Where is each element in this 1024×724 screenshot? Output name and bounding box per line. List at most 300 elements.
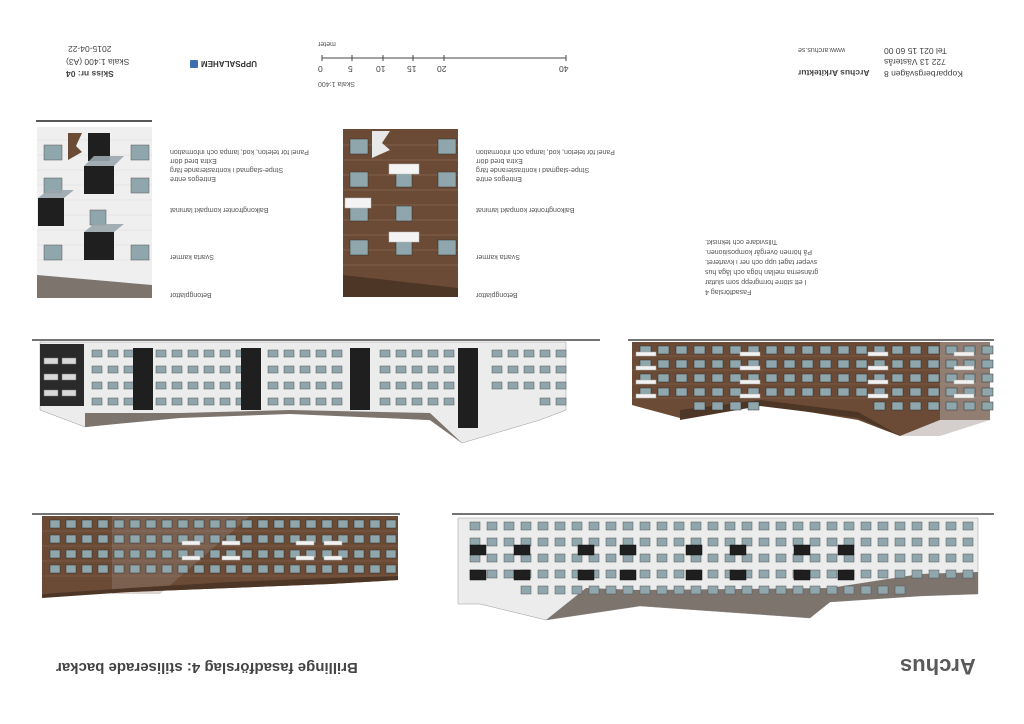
window (929, 522, 939, 530)
window (730, 346, 741, 354)
window (296, 541, 314, 545)
window (396, 366, 406, 373)
window (284, 398, 294, 405)
detail1-label-balcony: Balkongfronter kompakt laminat (170, 206, 269, 213)
window (856, 346, 867, 354)
window (300, 350, 310, 357)
window (242, 535, 252, 543)
window (861, 570, 871, 578)
window (332, 382, 342, 389)
window (954, 366, 974, 370)
window (504, 538, 514, 546)
window (290, 535, 300, 543)
window (188, 398, 198, 405)
window (776, 586, 786, 594)
window (606, 554, 616, 562)
window (838, 374, 849, 382)
window (982, 346, 993, 354)
window (50, 535, 60, 543)
window (895, 554, 905, 562)
window (759, 570, 769, 578)
window (606, 586, 616, 594)
window (589, 538, 599, 546)
window (306, 535, 316, 543)
window (210, 550, 220, 558)
window (524, 382, 534, 389)
window (242, 550, 252, 558)
window (50, 550, 60, 558)
window (370, 550, 380, 558)
window (322, 535, 332, 543)
window (521, 570, 531, 578)
window (538, 538, 548, 546)
window (838, 545, 854, 555)
window (338, 550, 348, 558)
window (929, 538, 939, 546)
window (268, 366, 278, 373)
window (844, 554, 854, 562)
window (82, 520, 92, 528)
window (657, 538, 667, 546)
window (878, 586, 888, 594)
window (838, 346, 849, 354)
window (895, 522, 905, 530)
window (470, 570, 480, 578)
window (820, 388, 831, 396)
window (370, 535, 380, 543)
window (156, 398, 166, 405)
window (954, 394, 974, 398)
window (146, 520, 156, 528)
window (895, 538, 905, 546)
window (892, 346, 903, 354)
window (674, 554, 684, 562)
window (928, 402, 939, 410)
window (776, 570, 786, 578)
window (284, 366, 294, 373)
window (521, 586, 531, 594)
window (686, 570, 702, 580)
window (929, 570, 939, 578)
window (300, 366, 310, 373)
window (124, 366, 134, 373)
window (124, 350, 134, 357)
window (657, 554, 667, 562)
window (620, 570, 636, 580)
window (108, 366, 118, 373)
window (740, 352, 760, 356)
window (98, 535, 108, 543)
window (492, 350, 502, 357)
window (963, 554, 973, 562)
window (856, 360, 867, 368)
window (178, 550, 188, 558)
window (194, 565, 204, 573)
description-line: Tillsvidare och tekniskt. (705, 238, 778, 245)
window (640, 586, 650, 594)
window (92, 382, 102, 389)
window (44, 390, 58, 396)
window (623, 538, 633, 546)
window (66, 565, 76, 573)
window (242, 565, 252, 573)
window (725, 554, 735, 562)
window (572, 554, 582, 562)
window (194, 550, 204, 558)
window (640, 538, 650, 546)
window (742, 586, 752, 594)
window (220, 382, 230, 389)
window (130, 550, 140, 558)
window (555, 554, 565, 562)
window (838, 388, 849, 396)
window (694, 374, 705, 382)
window (658, 360, 669, 368)
window (540, 350, 550, 357)
window (226, 550, 236, 558)
window (794, 545, 810, 555)
window (182, 541, 200, 545)
window (370, 520, 380, 528)
window (856, 374, 867, 382)
window (742, 538, 752, 546)
window (742, 570, 752, 578)
window (640, 346, 651, 354)
window (730, 374, 741, 382)
window (910, 402, 921, 410)
window (204, 382, 214, 389)
window (338, 520, 348, 528)
window (712, 388, 723, 396)
window (640, 554, 650, 562)
window (412, 350, 422, 357)
window (182, 556, 200, 560)
window (274, 550, 284, 558)
window (487, 570, 497, 578)
window (284, 382, 294, 389)
window (172, 382, 182, 389)
window (524, 366, 534, 373)
window (300, 398, 310, 405)
window (316, 350, 326, 357)
window (946, 374, 957, 382)
window (963, 570, 973, 578)
window (676, 360, 687, 368)
window (236, 398, 246, 405)
detail2-label-windows: Svarta karmer (476, 253, 520, 260)
window (50, 565, 60, 573)
window (114, 520, 124, 528)
window (538, 586, 548, 594)
window (108, 382, 118, 389)
window (470, 522, 480, 530)
window (386, 550, 396, 558)
window (236, 382, 246, 389)
window (676, 374, 687, 382)
window (470, 545, 486, 555)
window (776, 554, 786, 562)
window (694, 402, 705, 410)
window (838, 360, 849, 368)
window (694, 388, 705, 396)
window (220, 398, 230, 405)
window (878, 522, 888, 530)
window (964, 374, 975, 382)
window (258, 565, 268, 573)
window (658, 388, 669, 396)
window (50, 520, 60, 528)
window (589, 522, 599, 530)
window (874, 388, 885, 396)
window (538, 570, 548, 578)
window (730, 360, 741, 368)
window (748, 402, 759, 410)
window (929, 554, 939, 562)
window (712, 360, 723, 368)
window (874, 346, 885, 354)
window (810, 554, 820, 562)
window (759, 538, 769, 546)
window (172, 350, 182, 357)
window (844, 522, 854, 530)
window (236, 350, 246, 357)
window (444, 382, 454, 389)
window (92, 350, 102, 357)
window (66, 535, 76, 543)
window (428, 366, 438, 373)
window (306, 565, 316, 573)
window (946, 346, 957, 354)
description-line: gränserna mellan höga och låga hus (705, 268, 819, 275)
window (766, 360, 777, 368)
scalebar-tick-20: 20 (437, 64, 447, 74)
window (92, 398, 102, 405)
window (892, 374, 903, 382)
window (928, 374, 939, 382)
scalebar-unit: meter (318, 40, 336, 47)
window (820, 360, 831, 368)
window (222, 556, 240, 560)
window (963, 522, 973, 530)
window (428, 398, 438, 405)
window (636, 380, 656, 384)
window (108, 350, 118, 357)
scalebar-tick-10: 10 (376, 64, 386, 74)
window (146, 550, 156, 558)
window (954, 352, 974, 356)
window (556, 350, 566, 357)
window (658, 374, 669, 382)
window (274, 565, 284, 573)
window (963, 538, 973, 546)
detail1-label-entry: Entrégos entré (170, 175, 216, 182)
window (725, 538, 735, 546)
detail2-label-door: Extra bred dörr (476, 157, 523, 164)
window (636, 352, 656, 356)
window (844, 586, 854, 594)
window (556, 366, 566, 373)
window (396, 398, 406, 405)
sheet-number: Skiss nr: 04 (66, 69, 114, 79)
window (62, 358, 76, 364)
window (982, 374, 993, 382)
window (538, 522, 548, 530)
window (114, 565, 124, 573)
window (982, 388, 993, 396)
window (188, 350, 198, 357)
window (730, 570, 746, 580)
window (861, 522, 871, 530)
window (322, 520, 332, 528)
window (44, 374, 58, 380)
window (640, 374, 651, 382)
window (691, 570, 701, 578)
window (742, 554, 752, 562)
window (156, 382, 166, 389)
window (946, 388, 957, 396)
window (708, 554, 718, 562)
firm-name: Archus Arkitektur (798, 68, 870, 78)
window (868, 380, 888, 384)
firm-phone: Tel 021 15 60 00 (884, 46, 947, 56)
archus-logo: Archus (900, 654, 976, 679)
window (725, 522, 735, 530)
window (572, 570, 582, 578)
client-logo-text: UPPSALAHEM (201, 59, 258, 68)
window (827, 586, 837, 594)
window (412, 366, 422, 373)
window (912, 570, 922, 578)
window (428, 350, 438, 357)
window (810, 522, 820, 530)
window (912, 554, 922, 562)
window (606, 522, 616, 530)
window (784, 346, 795, 354)
window (946, 522, 956, 530)
window (487, 554, 497, 562)
detail1-label-stripes: Stripe-slagmad i kontrasterande färg (170, 166, 284, 173)
window (538, 554, 548, 562)
window (708, 522, 718, 530)
window (874, 402, 885, 410)
firm-city: 722 13 Västerås (884, 57, 946, 67)
window (910, 346, 921, 354)
window (354, 535, 364, 543)
window (730, 402, 741, 410)
window (188, 382, 198, 389)
window (874, 374, 885, 382)
window (98, 565, 108, 573)
window (210, 520, 220, 528)
description-line: I ett större formgrepp som sluttar (705, 278, 807, 285)
description-line: På hörnen övergår kompositionen. (705, 248, 813, 255)
window (742, 522, 752, 530)
client-logo-icon (190, 60, 198, 68)
window (982, 402, 993, 410)
window (708, 570, 718, 578)
window (194, 535, 204, 543)
window (844, 570, 854, 578)
window (470, 554, 480, 562)
window (766, 374, 777, 382)
detail1-label-windows: Svarta karmer (170, 253, 214, 260)
window (946, 570, 956, 578)
window (521, 522, 531, 530)
window (296, 556, 314, 560)
window (748, 388, 759, 396)
description-line: Fasadförslag 4 (705, 288, 752, 295)
window (640, 570, 650, 578)
window (827, 554, 837, 562)
window (868, 366, 888, 370)
window (222, 541, 240, 545)
window (794, 570, 810, 580)
window (912, 522, 922, 530)
window (220, 350, 230, 357)
window (868, 394, 888, 398)
window (306, 520, 316, 528)
window (759, 522, 769, 530)
window (578, 545, 594, 555)
window (268, 350, 278, 357)
window (380, 350, 390, 357)
window (508, 366, 518, 373)
window (946, 402, 957, 410)
window (412, 398, 422, 405)
window (540, 382, 550, 389)
window (964, 360, 975, 368)
window (748, 360, 759, 368)
window (606, 538, 616, 546)
window (194, 520, 204, 528)
window (766, 388, 777, 396)
window (878, 570, 888, 578)
window (172, 366, 182, 373)
window (555, 538, 565, 546)
window (487, 538, 497, 546)
window (492, 366, 502, 373)
window (258, 520, 268, 528)
window (861, 586, 871, 594)
window (784, 388, 795, 396)
window (954, 380, 974, 384)
scalebar-tick-0: 0 (318, 64, 323, 74)
window (380, 398, 390, 405)
window (540, 366, 550, 373)
window (274, 520, 284, 528)
window (521, 538, 531, 546)
window (332, 350, 342, 357)
description-line: sveper taget upp och ner i kvarteret. (705, 258, 818, 265)
window (636, 366, 656, 370)
detail2-label-plinth: Betongplattor (476, 291, 518, 298)
window (623, 570, 633, 578)
window (172, 398, 182, 405)
window (130, 535, 140, 543)
window (290, 520, 300, 528)
window (338, 565, 348, 573)
window (226, 535, 236, 543)
window (130, 520, 140, 528)
window (188, 366, 198, 373)
window (316, 398, 326, 405)
window (766, 346, 777, 354)
window (386, 565, 396, 573)
window (380, 366, 390, 373)
window (686, 545, 702, 555)
scalebar-caption: Skala 1:400 (318, 80, 355, 87)
window (674, 522, 684, 530)
